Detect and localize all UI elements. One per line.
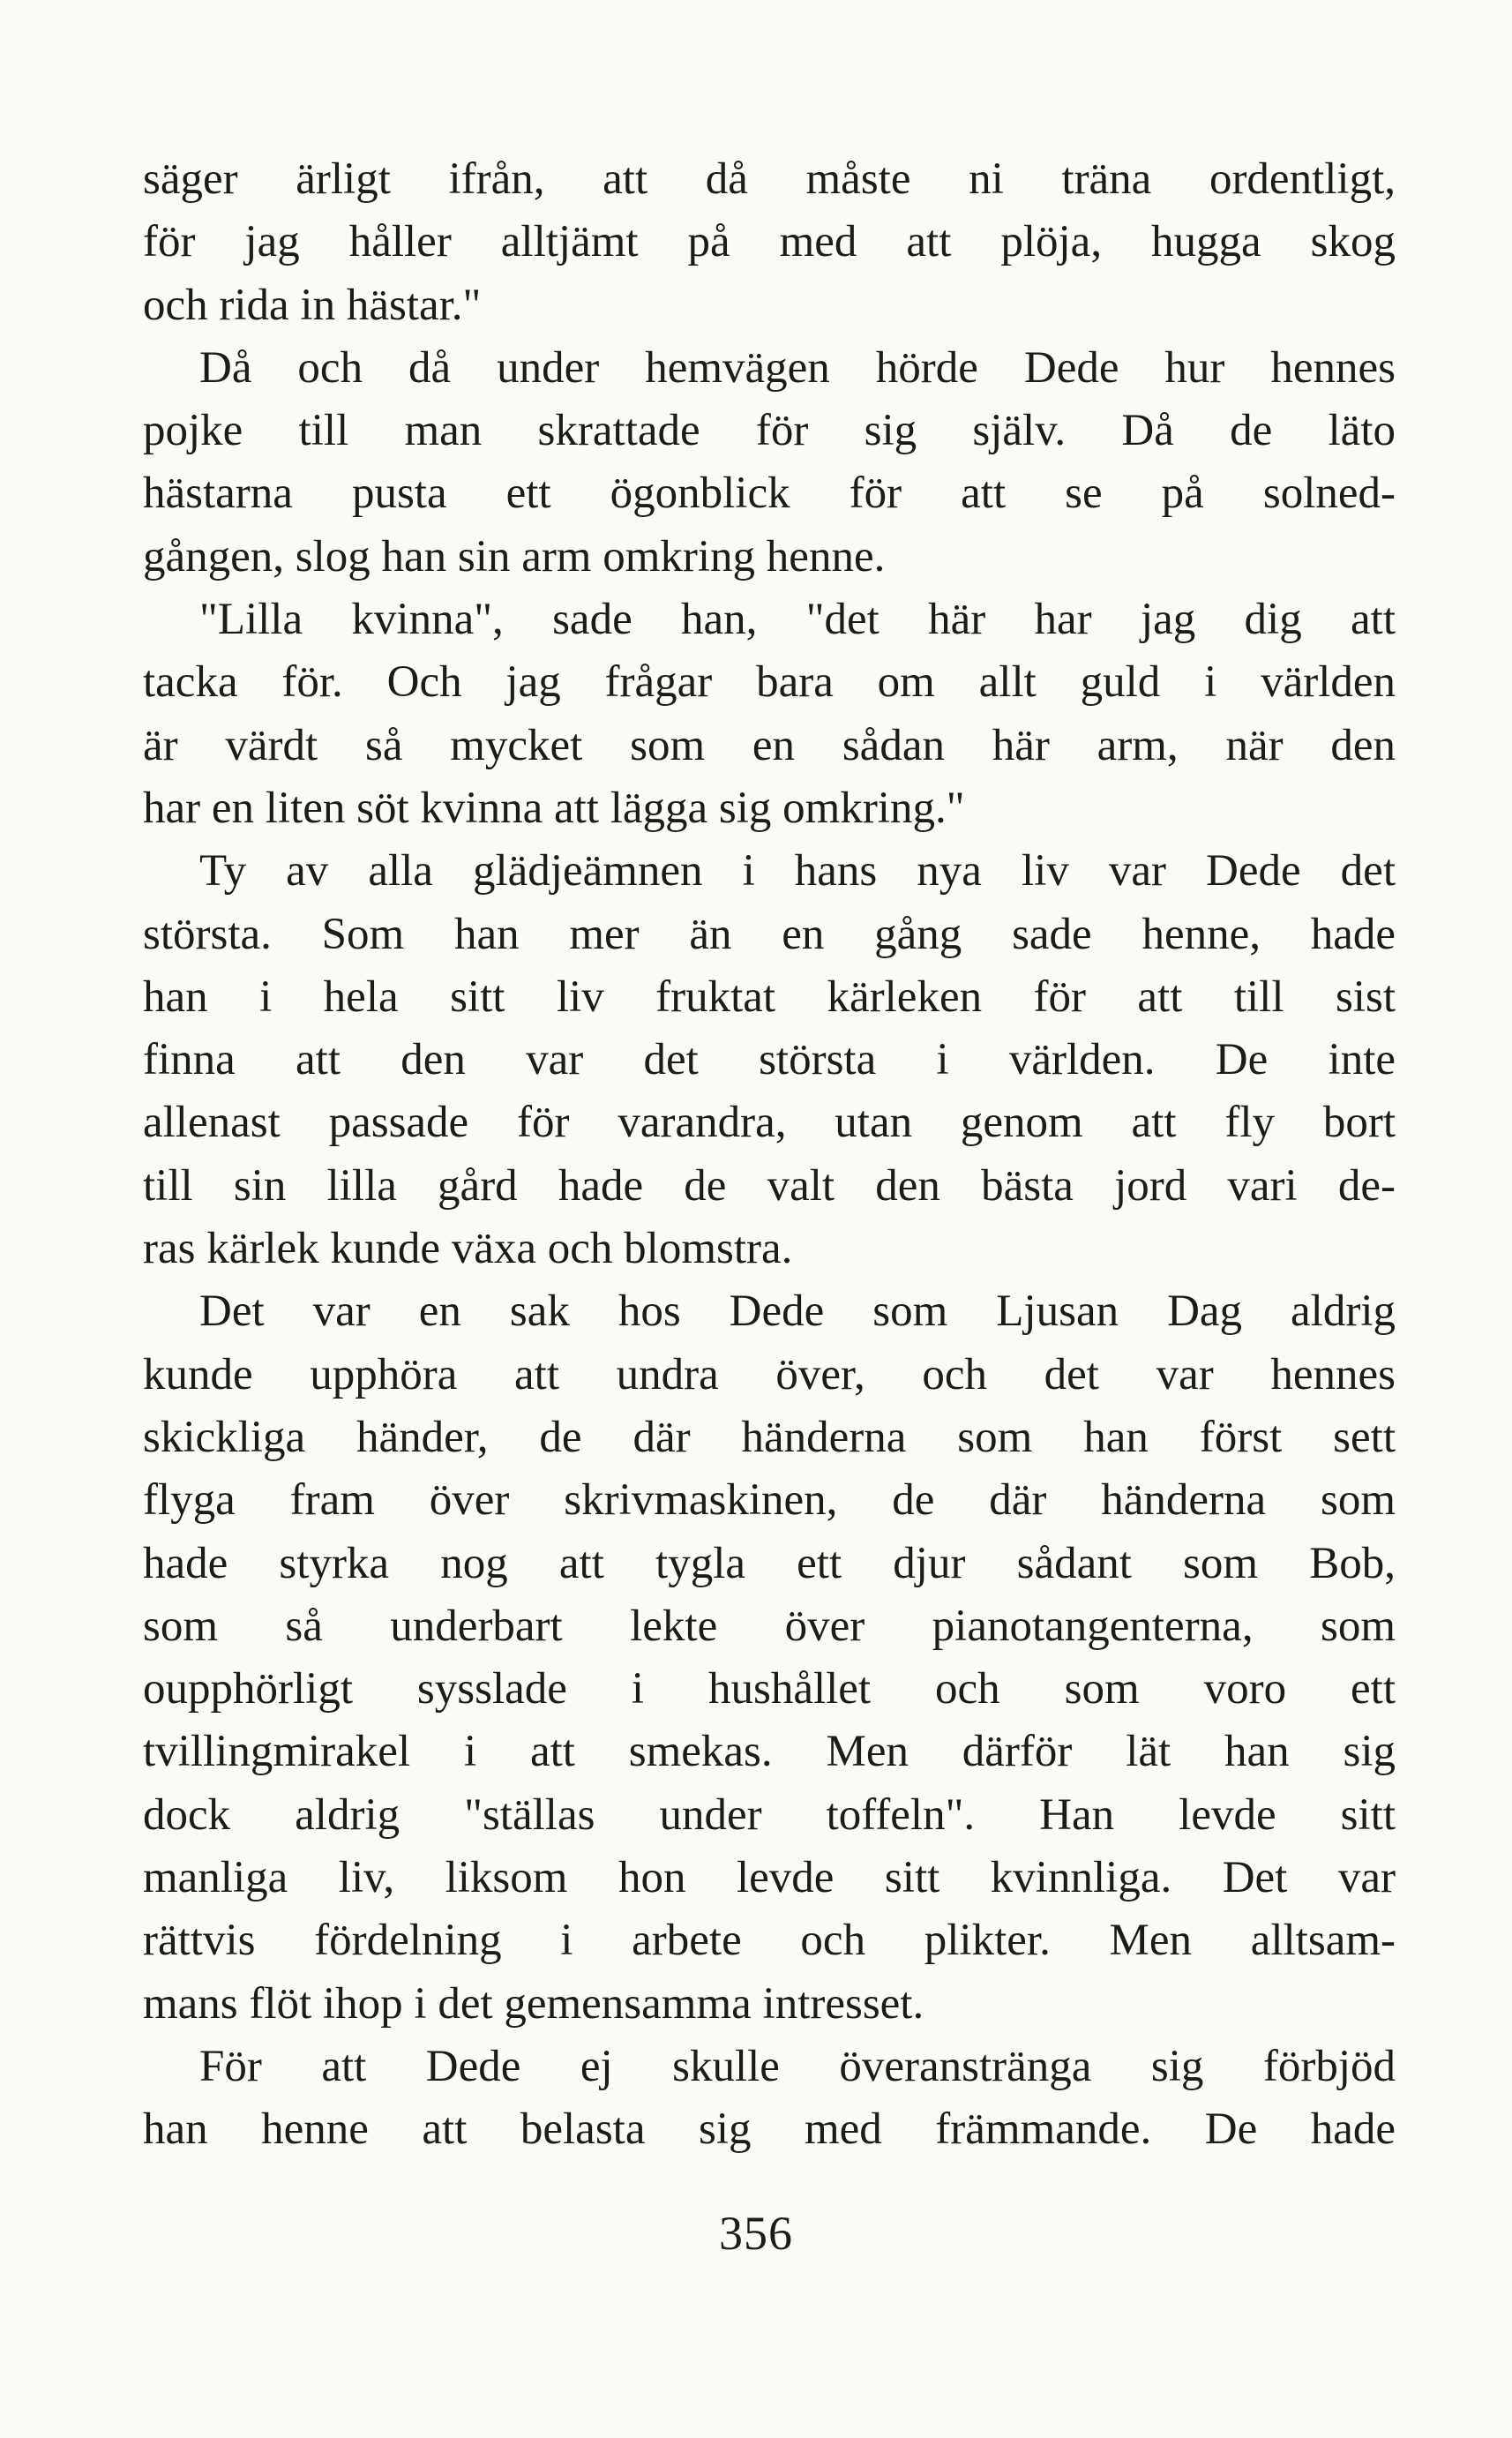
text-line: hade styrka nog att tygla ett djur sådant som Bob, (143, 1538, 1396, 1588)
text-line: hästarna pusta ett ögonblick för att se på solned- (143, 469, 1396, 519)
page-number: 356 (719, 2207, 793, 2260)
text-line: ras kärlek kunde växa och blomstra. (143, 1224, 793, 1274)
text-line: För att Dede ej skulle överanstränga sig förbjöd (199, 2041, 1396, 2091)
text-line: rättvis fördelning i arbete och plikter. Men alltsam- (143, 1916, 1396, 1966)
text-line: säger ärligt ifrån, att då måste ni träna ordentligt, (143, 154, 1396, 204)
text-line: "Lilla kvinna", sade han, "det här har jag dig att (199, 595, 1396, 645)
text-line: finna att den var det största i världen. De inte (143, 1035, 1396, 1085)
text-line: manliga liv, liksom hon levde sitt kvinnliga. Det var (143, 1853, 1396, 1903)
text-line: har en liten söt kvinna att lägga sig omkring." (143, 783, 965, 833)
text-line: till sin lilla gård hade de valt den bästa jord vari de- (143, 1160, 1396, 1211)
text-line: största. Som han mer än en gång sade henne, hade (143, 909, 1396, 959)
text-line: kunde upphöra att undra över, och det var hennes (143, 1349, 1396, 1399)
text-line: allenast passade för varandra, utan genom att fly bort (143, 1098, 1396, 1148)
text-line: mans flöt ihop i det gemensamma intresset. (143, 1978, 924, 2029)
text-line: han henne att belasta sig med främmande. De hade (143, 2104, 1396, 2155)
text-line: skickliga händer, de där händerna som han först sett (143, 1412, 1396, 1462)
text-line: oupphörligt sysslade i hushållet och som voro ett (143, 1664, 1396, 1714)
text-line: tacka för. Och jag frågar bara om allt guld i världen (143, 657, 1396, 708)
text-line: och rida in hästar." (143, 280, 482, 330)
text-line: är värdt så mycket som en sådan här arm, när den (143, 720, 1396, 770)
text-line: pojke till man skrattade för sig själv. Då de läto (143, 406, 1396, 456)
body-text (143, 148, 1396, 2162)
text-line: flyga fram över skrivmaskinen, de där händerna som (143, 1475, 1396, 1526)
text-line: Då och då under hemvägen hörde Dede hur hennes (199, 342, 1396, 393)
text-line: som så underbart lekte över pianotangenterna, som (143, 1601, 1396, 1651)
text-line: Ty av alla glädjeämnen i hans nya liv var Dede det (199, 846, 1396, 896)
text-line: för jag håller alltjämt på med att plöja, hugga skog (143, 217, 1396, 267)
text-line: gången, slog han sin arm omkring henne. (143, 531, 886, 581)
text-line: tvillingmirakel i att smekas. Men därför lät han sig (143, 1727, 1396, 1777)
text-line: Det var en sak hos Dede som Ljusan Dag aldrig (199, 1287, 1396, 1337)
text-line: han i hela sitt liv fruktat kärleken för att till sist (143, 971, 1396, 1022)
text-line: dock aldrig "ställas under toffeln". Han levde sitt (143, 1789, 1396, 1840)
